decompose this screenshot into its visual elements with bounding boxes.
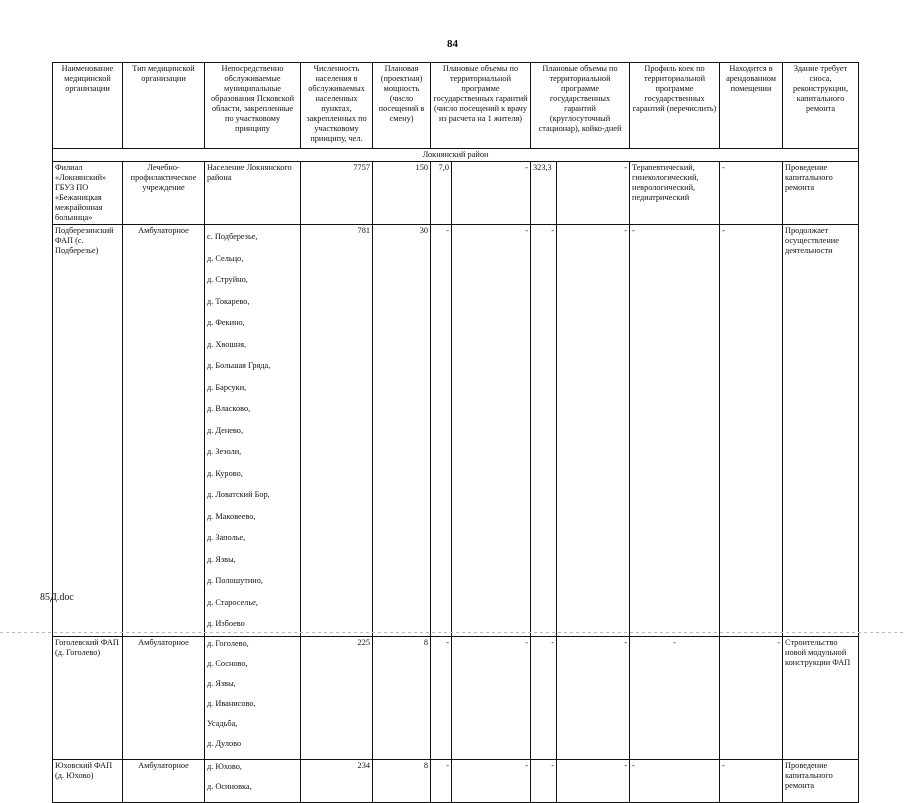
population-value: 781 [301,225,373,637]
list-item: д. Осиновка, [207,781,252,791]
population-value: 7757 [301,162,373,225]
capacity-value: 150 [373,162,431,225]
header-rented: Находится в арендованном помещении [720,63,783,149]
org-name: Филиал «Локнянский» ГБУЗ ПО «Бежаницкая межрайонная больница» [53,162,123,225]
list-item: д. Курово, [207,468,243,478]
repair-status: Строительство новой модульной конструкции ФАП [783,636,859,759]
list-item: д. Зезоли, [207,447,242,456]
list-item: д. Токарево, [207,296,250,306]
list-item: д. Большая Гряда, [207,361,271,370]
visits-value-b: - [452,636,531,759]
header-profile: Профиль коек по территориальной программе государственных гарантий (перечислить) [630,63,720,149]
org-type: Лечебно-профилактическое учреждение [123,162,205,225]
list-item: д. Сосново, [207,658,248,668]
header-settlements: Непосредственно обслуживаемые муниципальные образования Псковской области, закрепленные по участковому принципу [205,63,301,149]
list-item: д. Полошутино, [207,576,263,585]
list-item: д. Барсуки, [207,382,247,392]
list-item: д. Маковеево, [207,511,256,521]
list-item: д. Фекино, [207,318,245,327]
beds-value-b: - [557,162,630,225]
population-value: 234 [301,759,373,802]
visits-value-a: - [431,759,452,802]
beds-value-a: - [531,225,557,637]
beds-value-b: - [557,225,630,637]
visits-value-a: - [431,636,452,759]
org-name: Гоголевский ФАП (д. Гоголево) [53,636,123,759]
visits-value-b: - [452,759,531,802]
list-item: д. Хвошня, [207,339,247,349]
header-visits: Плановые объемы по территориальной программе государственных гарантий (число посещений к врачу из расчета на 1 жителя) [431,63,531,149]
beds-value-b: - [557,759,630,802]
bed-profile: Терапевтический, гинекологический, неврологический, педиатрический [630,162,720,225]
visits-value-a: 7,0 [431,162,452,225]
district-row [53,149,859,162]
rented-value: - [720,162,783,225]
list-item: Усадьба, [207,718,238,728]
list-item: с. Подберезье, [207,232,258,241]
list-item: д. Заполье, [207,533,246,542]
list-item: д. Избоево [207,619,245,628]
beds-value-a: 323,3 [531,162,557,225]
bed-profile: - [630,759,720,802]
capacity-value: 30 [373,225,431,637]
beds-value-a: - [531,636,557,759]
bed-profile: - [630,636,720,759]
facilities-table [52,62,859,803]
visits-value-a: - [431,225,452,637]
header-row [53,63,859,149]
beds-value-b: - [557,636,630,759]
visits-value-b: - [452,162,531,225]
list-item: д. Иванисово, [207,698,256,708]
district-name: Локнянский район [53,149,859,162]
org-type: Амбулаторное [123,225,205,637]
repair-status: Продолжает осуществление деятельности [783,225,859,637]
repair-status: Проведение капитального ремонта [783,759,859,802]
rented-value: - [720,759,783,802]
table-row [53,759,859,802]
header-repair: Здание требует сноса, реконструкции, капитального ремонта [783,63,859,149]
bed-profile: - [630,225,720,637]
list-item: д. Власково, [207,404,251,413]
header-name: Наименование медицинской организации [53,63,123,149]
scan-edge-divider [0,632,905,633]
settlements-list [205,225,301,637]
rented-value: - [720,636,783,759]
list-item: д. Дулово [207,738,242,748]
org-type: Амбулаторное [123,636,205,759]
list-item: д. Староселье, [207,597,258,607]
org-type: Амбулаторное [123,759,205,802]
list-item: д. Ловатский Бор, [207,490,270,499]
document-filename: 85Д.doc [40,592,74,603]
capacity-value: 8 [373,636,431,759]
header-beds: Плановые объемы по территориальной программе государственных гарантий (круглосуточный стационар), койко-дней [531,63,630,149]
list-item: д. Струйно, [207,275,248,284]
beds-value-a: - [531,759,557,802]
table-row [53,225,859,637]
repair-status: Проведение капитального ремонта [783,162,859,225]
org-name: Юховский ФАП (д. Юхово) [53,759,123,802]
header-capacity: Плановая (проектная) мощность (число посещений в смену) [373,63,431,149]
list-item: д. Язвы, [207,554,236,564]
list-item: д. Гоголево, [207,638,249,648]
list-item: д. Юхово, [207,761,242,771]
header-population: Численность населения в обслуживаемых населенных пунктах, закрепленных по участковому принципу, чел. [301,63,373,149]
visits-value-b: - [452,225,531,637]
population-value: 225 [301,636,373,759]
list-item: д. Язвы, [207,678,236,688]
table-row [53,162,859,225]
list-item: д. Сельцо, [207,253,244,263]
page-number: 84 [447,38,458,50]
header-type: Тип медицинской организации [123,63,205,149]
list-item: д. Денево, [207,425,244,435]
settlements-list [205,759,301,802]
org-name: Подберезинский ФАП (с. Подберезье) [53,225,123,637]
settlements-list: Население Локнянского района [205,162,301,225]
table-row [53,636,859,759]
capacity-value: 8 [373,759,431,802]
settlements-list [205,636,301,759]
rented-value: - [720,225,783,637]
